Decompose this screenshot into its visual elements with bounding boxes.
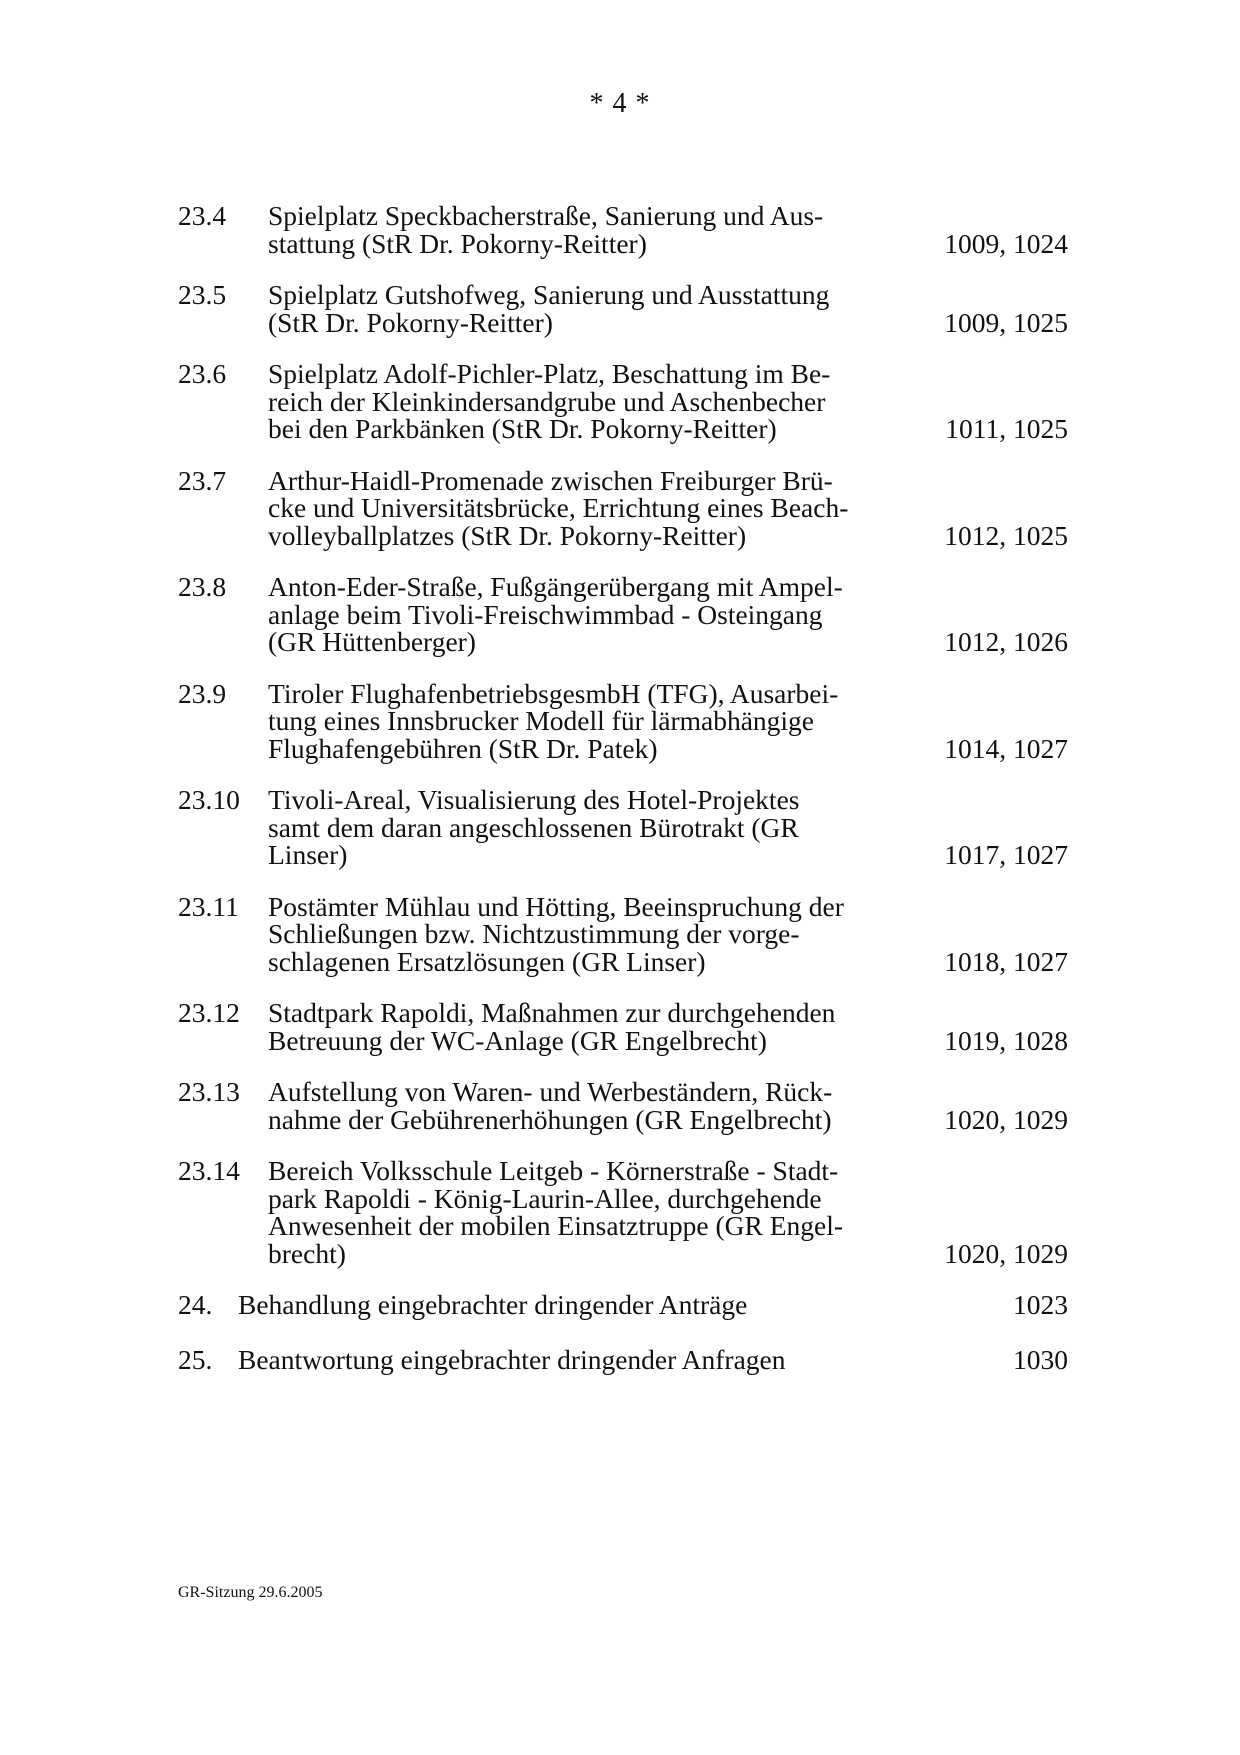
- entry-title-line: stattung (StR Dr. Pokorny-Reitter): [268, 227, 647, 259]
- entry-pages: 1023: [1013, 1289, 1068, 1320]
- toc-entry-24: [178, 1291, 1068, 1319]
- entry-title-line: anlage beim Tivoli-Freischwimmbad - Osteingang: [268, 598, 823, 630]
- entry-number: 25.: [178, 1343, 213, 1375]
- entry-pages: 1012, 1026: [944, 626, 1068, 657]
- entry-title-line: tung eines Innsbrucker Modell für lärmabhängige: [268, 705, 815, 736]
- entry-title-line: Schließungen bzw. Nichtzustimmung der vorge-: [268, 918, 800, 949]
- entry-number: 23.7: [178, 464, 227, 496]
- entry-number: 23.8: [178, 571, 227, 602]
- toc-entry-25: [178, 1343, 1068, 1375]
- toc-entry-23-10: [178, 786, 1068, 869]
- entry-pages: 1011, 1025: [945, 413, 1068, 444]
- entry-pages: 1019, 1028: [944, 1024, 1068, 1056]
- entry-pages: 1020, 1029: [944, 1103, 1068, 1135]
- entry-title-line: Bereich Volksschule Leitgeb - Körnerstraße - Stadt-: [268, 1155, 839, 1186]
- page-footer: GR-Sitzung 29.6.2005: [178, 1584, 323, 1601]
- entry-title: Beantwortung eingebrachter dringender Anfragen: [238, 1343, 786, 1375]
- entry-title-line: Linser): [268, 839, 348, 870]
- entry-title-line: Flughafengebühren (StR Dr. Patek): [268, 732, 658, 764]
- entry-title-line: brecht): [268, 1237, 346, 1269]
- entry-title: [268, 999, 888, 1054]
- entry-title: [268, 890, 888, 977]
- entry-title-line: samt dem daran angeschlossenen Bürotrakt (GR: [268, 811, 799, 843]
- toc-entry-23-6: [178, 360, 1068, 443]
- entry-pages: 1017, 1027: [944, 839, 1068, 870]
- entry-title-line: Aufstellung von Waren- und Werbeständern, Rück-: [268, 1076, 833, 1107]
- entry-pages: 1012, 1025: [944, 519, 1068, 551]
- entry-number: 23.14: [178, 1155, 240, 1186]
- toc-entry-23-12: [178, 999, 1068, 1054]
- entry-title-line: cke und Universitätsbrücke, Errichtung eines Beach-: [268, 492, 849, 523]
- entry-title-line: (GR Hüttenberger): [268, 626, 476, 657]
- toc-entry-23-8: [178, 573, 1068, 656]
- entry-number: 23.4: [178, 200, 227, 231]
- entry-title-line: Spielplatz Gutshofweg, Sanierung und Ausstattung: [268, 279, 830, 310]
- entry-title-line: Betreuung der WC-Anlage (GR Engelbrecht): [268, 1024, 767, 1056]
- entry-title-line: Spielplatz Adolf-Pichler-Platz, Beschattung im Be-: [268, 358, 831, 389]
- toc-entry-23-11: [178, 890, 1068, 977]
- entry-number: 23.13: [178, 1076, 240, 1107]
- entry-title-line: nahme der Gebührenerhöhungen (GR Engelbrecht): [268, 1103, 832, 1135]
- toc-entry-23-9: [178, 677, 1068, 764]
- table-of-contents: [178, 202, 1068, 1400]
- entry-number: 23.9: [178, 677, 227, 709]
- entry-title: [268, 464, 888, 551]
- entry-title-line: Tivoli-Areal, Visualisierung des Hotel-Projektes: [268, 784, 800, 815]
- entry-title: [268, 281, 888, 336]
- entry-title-line: Tiroler FlughafenbetriebsgesmbH (TFG), Ausarbei-: [268, 677, 839, 709]
- entry-pages: 1014, 1027: [944, 732, 1068, 764]
- entry-number: 23.6: [178, 358, 227, 389]
- entry-pages: 1020, 1029: [944, 1237, 1068, 1269]
- entry-title: [268, 786, 888, 869]
- entry-title-line: (StR Dr. Pokorny-Reitter): [268, 306, 553, 338]
- entry-title-line: Anwesenheit der mobilen Einsatztruppe (GR Engel-: [268, 1210, 844, 1241]
- entry-title: [268, 360, 888, 443]
- entry-title-line: Spielplatz Speckbacherstraße, Sanierung und Aus-: [268, 200, 824, 231]
- toc-entry-23-4: [178, 202, 1068, 257]
- entry-title-line: reich der Kleinkindersandgrube und Aschenbecher: [268, 385, 826, 417]
- entry-title-line: Postämter Mühlau und Hötting, Beeinspruchung der: [268, 890, 844, 922]
- entry-title: [268, 573, 888, 656]
- page-number-header: * 4 *: [589, 88, 651, 119]
- entry-title: [268, 1078, 888, 1133]
- entry-number: 23.12: [178, 997, 240, 1028]
- entry-pages: 1030: [1013, 1343, 1068, 1375]
- entry-title: [268, 1157, 888, 1267]
- entry-number: 23.10: [178, 784, 240, 815]
- entry-title-line: bei den Parkbänken (StR Dr. Pokorny-Reitter): [268, 413, 777, 444]
- entry-number: 23.11: [178, 890, 239, 922]
- entry-title-line: park Rapoldi - König-Laurin-Allee, durchgehende: [268, 1182, 822, 1214]
- entry-title-line: Anton-Eder-Straße, Fußgängerübergang mit Ampel-: [268, 571, 843, 602]
- entry-title-line: Arthur-Haidl-Promenade zwischen Freiburger Brü-: [268, 464, 833, 496]
- entry-title: [268, 677, 888, 764]
- entry-title: [268, 202, 888, 257]
- entry-title-line: schlagenen Ersatzlösungen (GR Linser): [268, 945, 706, 977]
- entry-title: Behandlung eingebrachter dringender Anträge: [238, 1289, 748, 1320]
- toc-entry-23-7: [178, 464, 1068, 551]
- entry-number: 23.5: [178, 279, 227, 310]
- toc-entry-23-14: [178, 1157, 1068, 1267]
- toc-entry-23-13: [178, 1078, 1068, 1133]
- entry-title-line: volleyballplatzes (StR Dr. Pokorny-Reitter): [268, 519, 747, 551]
- entry-pages: 1009, 1024: [944, 227, 1068, 259]
- toc-entry-23-5: [178, 281, 1068, 336]
- entry-title-line: Stadtpark Rapoldi, Maßnahmen zur durchgehenden: [268, 997, 836, 1028]
- entry-number: 24.: [178, 1289, 213, 1320]
- entry-pages: 1009, 1025: [944, 306, 1068, 338]
- entry-pages: 1018, 1027: [944, 945, 1068, 977]
